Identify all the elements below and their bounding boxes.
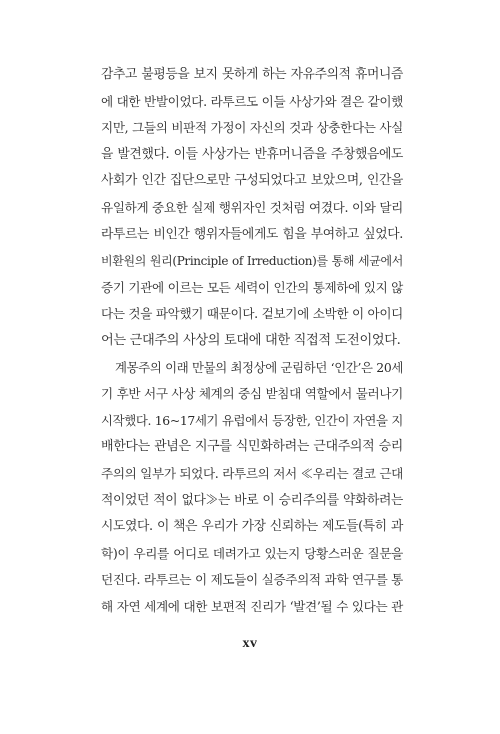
text-line: 에 대한 반발이었다. 라투르도 이들 사상가와 결은 같이했 [101, 93, 403, 109]
page-number: xv [242, 636, 258, 651]
paragraph-2 [101, 355, 403, 621]
text-line: 어는 근대주의 사상의 토대에 대한 직접적 도전이었다. [101, 332, 401, 348]
text-line: 계몽주의 이래 만물의 최정상에 군림하던 ‘인간’은 20세 [115, 359, 403, 375]
text-line: 해 자연 세계에 대한 보편적 진리가 ‘발견’될 수 있다는 관 [101, 598, 403, 614]
text-line: 시도였다. 이 책은 우리가 가장 신뢰하는 제도들(특히 과 [101, 519, 403, 535]
paragraph-1 [101, 62, 403, 355]
text-line: 배한다는 관념은 지구를 식민화하려는 근대주의적 승리 [101, 439, 403, 455]
text-line: 지만, 그들의 비판적 가정이 자신의 것과 상충한다는 사실 [101, 120, 403, 136]
text-line: 라투르는 비인간 행위자들에게도 힘을 부여하고 싶었다. [101, 226, 403, 242]
text-line: 증기 기관에 이르는 모든 세력이 인간의 통제하에 있지 않 [101, 279, 403, 295]
text-line: 주의의 일부가 되었다. 라투르의 저서 ≪우리는 결코 근대 [101, 465, 403, 481]
text-line: 다는 것을 파악했기 때문이다. 겉보기에 소박한 이 아이디 [101, 306, 403, 322]
text-line: 비환원의 원리(Principle of Irreduction)를 통해 세균에서 [101, 254, 403, 269]
body-text [101, 62, 403, 620]
text-line: 학)이 우리를 어디로 데려가고 있는지 당황스러운 질문을 [101, 545, 403, 561]
text-line: 사회가 인간 집단으로만 구성되었다고 보았으며, 인간을 [101, 173, 403, 189]
text-line: 유일하게 중요한 실제 행위자인 것처럼 여겼다. 이와 달리 [101, 199, 403, 215]
text-line: 감추고 불평등을 보지 못하게 하는 자유주의적 휴머니즘 [101, 67, 403, 82]
text-line: 던진다. 라투르는 이 제도들이 실증주의적 과학 연구를 통 [101, 572, 403, 588]
text-line: 시작했다. 16~17세기 유럽에서 등장한, 인간이 자연을 지 [101, 412, 403, 428]
text-line: 적이었던 적이 없다≫는 바로 이 승리주의를 약화하려는 [101, 492, 403, 508]
text-line: 기 후반 서구 사상 체계의 중심 받침대 역할에서 물러나기 [101, 386, 403, 402]
text-line: 을 발견했다. 이들 사상가는 반휴머니즘을 주창했음에도 [101, 146, 403, 162]
